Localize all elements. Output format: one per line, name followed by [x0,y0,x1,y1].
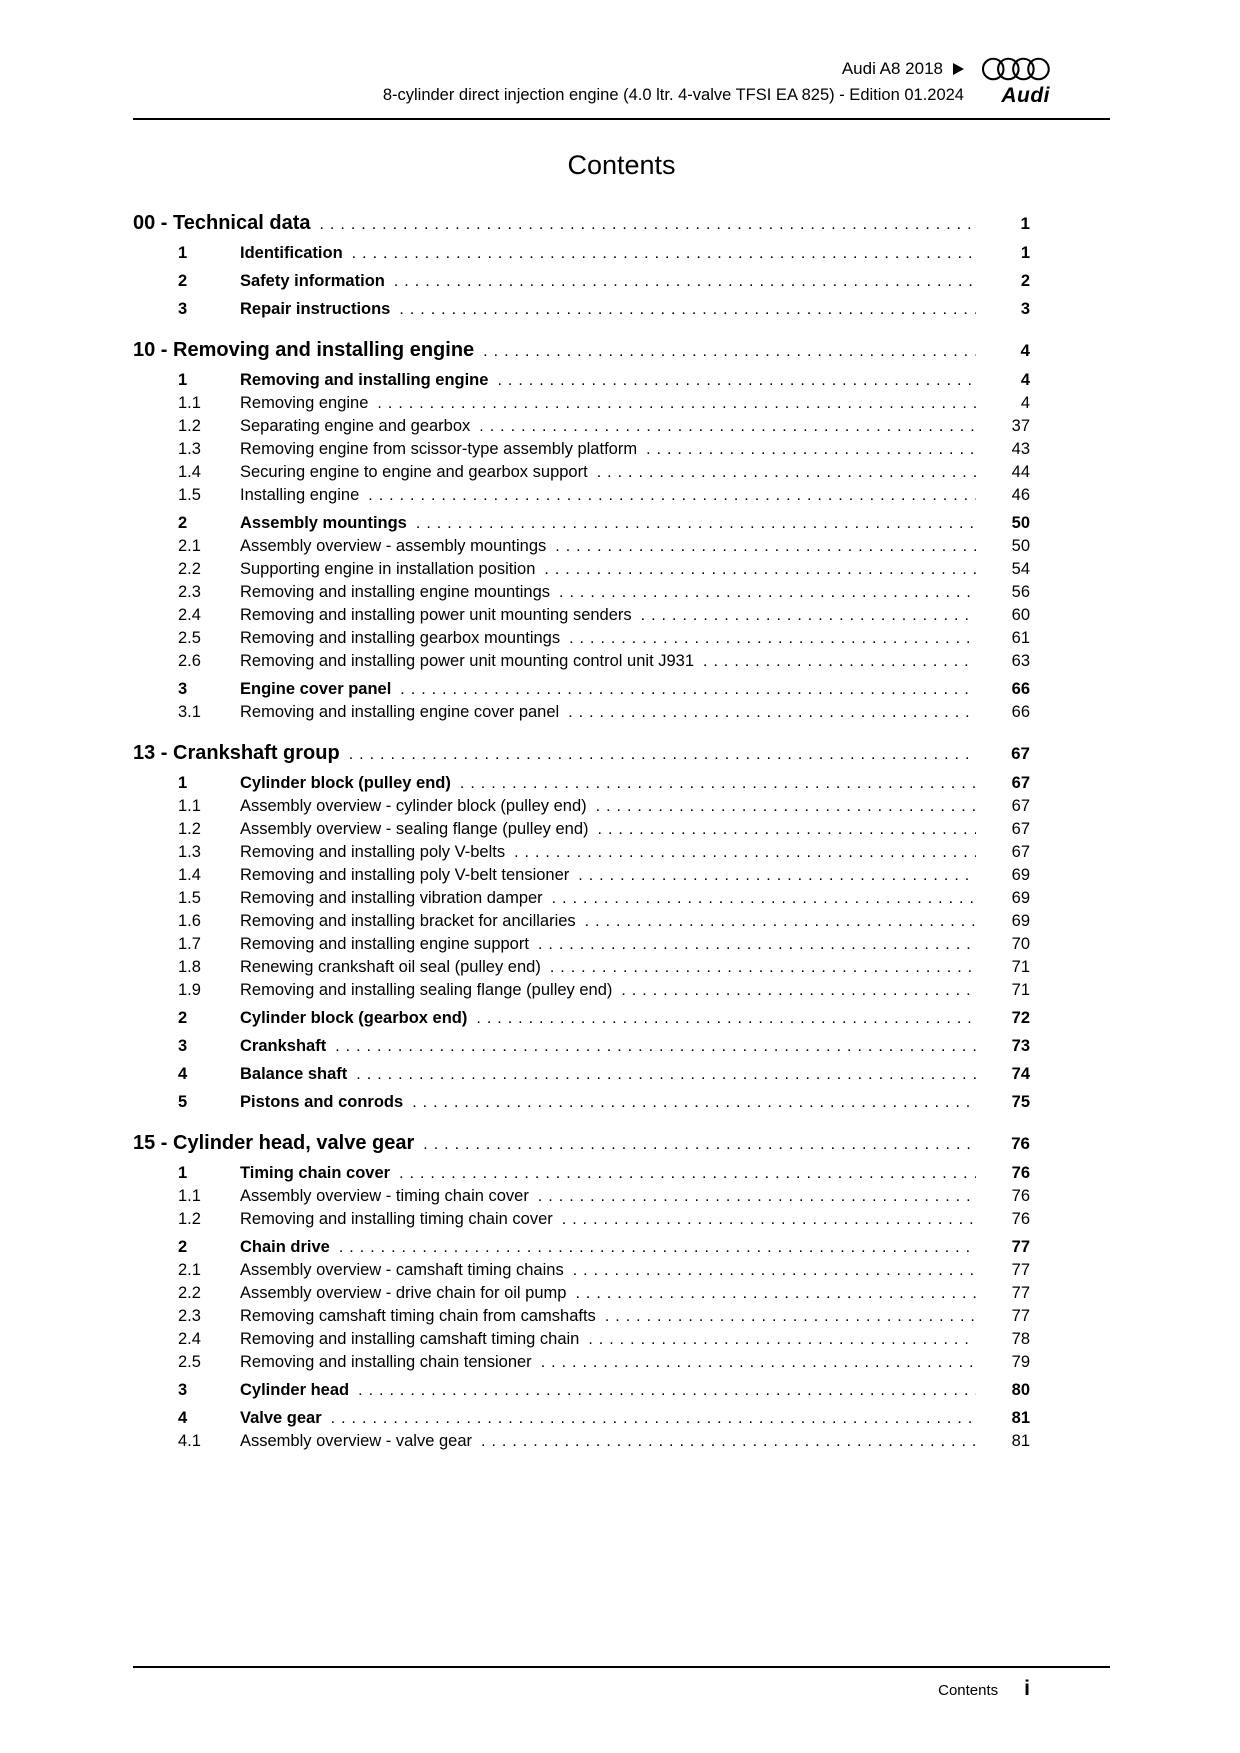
entry-label: Renewing crankshaft oil seal (pulley end) [240,958,541,976]
toc-entry [133,841,1030,864]
toc-entry [133,512,1030,535]
toc-entry [133,956,1030,979]
entry-page: 50 [1011,537,1030,555]
entry-number: 2.3 [178,1307,201,1325]
toc-entry [133,1430,1030,1453]
chapter-entries [133,242,1030,321]
entry-page: 69 [1011,912,1030,930]
entry-number: 3 [178,1381,188,1399]
entry-page: 77 [1011,1284,1030,1302]
entry-number: 1.7 [178,935,201,953]
entry-page: 67 [1011,820,1030,838]
entry-page: 76 [1011,1210,1030,1228]
entry-page: 67 [1011,774,1030,792]
entry-label: Cylinder block (pulley end) [240,774,451,792]
entry-page: 1 [1020,244,1030,262]
entry-page: 69 [1011,866,1030,884]
dot-leader [568,701,976,724]
entry-number: 2.1 [178,537,201,555]
entry-label: Removing and installing vibration damper [240,889,543,907]
toc-entry [133,1236,1030,1259]
toc-entry [133,795,1030,818]
dot-leader [399,1162,976,1185]
toc-entry [133,1208,1030,1231]
entry-label: Removing and installing engine support [240,935,529,953]
toc-entry [133,933,1030,956]
entry-page: 81 [1011,1432,1030,1450]
entry-page: 44 [1011,463,1030,481]
audi-rings-logo [980,57,1050,81]
entry-label: Removing and installing poly V-belts [240,843,506,861]
entry-number: 4 [178,1065,188,1083]
dot-leader [377,392,976,415]
toc-entry [133,1091,1030,1114]
footer-page-number: i [1024,1677,1030,1700]
dot-leader [514,841,976,864]
entry-page: 78 [1011,1330,1030,1348]
entry-label: Timing chain cover [240,1164,391,1182]
dot-leader [538,933,976,956]
entry-label: Safety information [240,272,385,290]
entry-label: Assembly mountings [240,514,407,532]
entry-label: Pistons and conrods [240,1093,404,1111]
toc-entry [133,415,1030,438]
entry-number: 1 [178,1164,188,1182]
dot-leader [358,1379,976,1402]
entry-label: Cylinder block (gearbox end) [240,1009,468,1027]
entry-page: 46 [1011,486,1030,504]
toc-entry [133,979,1030,1002]
entry-number: 2.5 [178,1353,201,1371]
entry-label: Identification [240,244,343,262]
entry-page: 67 [1011,843,1030,861]
toc-entry [133,887,1030,910]
dot-leader [598,818,977,841]
entry-number: 2 [178,272,188,290]
entry-label: Removing and installing engine cover panel [240,703,560,721]
entry-label: Assembly overview - timing chain cover [240,1187,529,1205]
arrow-right-icon [953,63,964,75]
entry-number: 2.4 [178,1330,201,1348]
entry-page: 74 [1011,1065,1030,1083]
toc-entry [133,242,1030,265]
dot-leader [585,910,976,933]
dot-leader [562,1208,976,1231]
footer-row [133,1677,1110,1701]
dot-leader [497,369,976,392]
entry-label: Removing and installing timing chain cover [240,1210,553,1228]
entry-page: 54 [1011,560,1030,578]
entry-page: 77 [1011,1261,1030,1279]
entry-number: 1.2 [178,1210,201,1228]
dot-leader [555,535,976,558]
entry-label: Crankshaft [240,1037,327,1055]
entry-page: 70 [1011,935,1030,953]
dot-leader [331,1407,976,1430]
toc-entry [133,392,1030,415]
dot-leader [481,1430,976,1453]
chapter-entries [133,772,1030,1114]
entry-label: Removing camshaft timing chain from camshafts [240,1307,596,1325]
toc-entry [133,864,1030,887]
entry-label: Separating engine and gearbox [240,417,471,435]
entry-number: 1.6 [178,912,201,930]
dot-leader [319,211,976,237]
toc-entry [133,650,1030,673]
dot-leader [569,627,976,650]
entry-label: Securing engine to engine and gearbox support [240,463,588,481]
entry-number: 3.1 [178,703,201,721]
toc-entry [133,818,1030,841]
entry-page: 81 [1011,1409,1030,1427]
entry-page: 77 [1011,1238,1030,1256]
dot-leader [352,242,976,265]
entry-label: Installing engine [240,486,360,504]
entry-page: 66 [1011,703,1030,721]
entry-page: 75 [1011,1093,1030,1111]
header-subtitle: 8-cylinder direct injection engine (4.0 ltr. 4-valve TFSI EA 825) - Edition 01.2024 [382,86,964,104]
entry-page: 71 [1011,958,1030,976]
entry-label: Removing and installing bracket for ancillaries [240,912,576,930]
audi-wordmark: Audi [1001,83,1050,107]
toc-entry [133,1007,1030,1030]
header-model-line [383,56,964,81]
chapter-heading [133,1131,1030,1157]
toc-entry [133,438,1030,461]
toc-entry [133,772,1030,795]
dot-leader [394,270,976,293]
toc-entry [133,678,1030,701]
entry-number: 1.4 [178,463,201,481]
dot-leader [423,1131,976,1157]
entry-page: 72 [1011,1009,1030,1027]
entry-number: 1.2 [178,820,201,838]
dot-leader [552,887,976,910]
dot-leader [412,1091,976,1114]
entry-label: Supporting engine in installation position [240,560,536,578]
chapter-label: 10 - Removing and installing engine [133,339,475,361]
entry-number: 3 [178,1037,188,1055]
entry-label: Removing and installing sealing flange (pulley end) [240,981,613,999]
dot-leader [605,1305,976,1328]
toc-entry [133,1351,1030,1374]
entry-page: 56 [1011,583,1030,601]
entry-number: 1.5 [178,486,201,504]
entry-label: Removing and installing power unit mounting control unit J931 [240,652,695,670]
entry-label: Assembly overview - cylinder block (pulley end) [240,797,587,815]
chapter-entries [133,369,1030,724]
header-rule [133,118,1110,120]
entry-number: 1 [178,774,188,792]
dot-leader [339,1236,976,1259]
entry-number: 2 [178,1009,188,1027]
toc-entry [133,484,1030,507]
entry-label: Assembly overview - drive chain for oil pump [240,1284,567,1302]
dot-leader [578,864,976,887]
entry-page: 73 [1011,1037,1030,1055]
entry-label: Removing and installing chain tensioner [240,1353,532,1371]
entry-label: Removing and installing power unit mounting senders [240,606,632,624]
entry-label: Assembly overview - sealing flange (pulley end) [240,820,589,838]
entry-number: 3 [178,300,188,318]
chapter-group [133,338,1030,724]
entry-label: Removing engine [240,394,369,412]
chapter-heading [133,211,1030,237]
entry-number: 1.3 [178,440,201,458]
page-header [133,56,1110,120]
toc-entry [133,1063,1030,1086]
toc-entry [133,1328,1030,1351]
dot-leader [621,979,976,1002]
entry-number: 1.1 [178,1187,201,1205]
entry-label: Removing and installing camshaft timing chain [240,1330,580,1348]
toc-entry [133,1407,1030,1430]
toc-entry [133,701,1030,724]
dot-leader [368,484,976,507]
toc-entry [133,558,1030,581]
toc-entry [133,535,1030,558]
page-title: Contents [567,150,676,180]
entry-number: 4.1 [178,1432,201,1450]
entry-number: 1.8 [178,958,201,976]
toc-entry [133,461,1030,484]
entry-label: Removing and installing gearbox mountings [240,629,561,647]
entry-label: Repair instructions [240,300,391,318]
entry-label: Balance shaft [240,1065,348,1083]
chapter-heading [133,741,1030,767]
entry-page: 60 [1011,606,1030,624]
entry-number: 2.1 [178,1261,201,1279]
dot-leader [646,438,976,461]
entry-number: 1.5 [178,889,201,907]
toc-entry [133,910,1030,933]
dot-leader [476,1007,976,1030]
entry-label: Engine cover panel [240,680,392,698]
entry-page: 63 [1011,652,1030,670]
entry-number: 2 [178,1238,188,1256]
dot-leader [399,298,976,321]
entry-page: 4 [1020,371,1030,389]
chapter-page: 1 [1020,214,1030,233]
entry-number: 5 [178,1093,188,1111]
toc-entry [133,1035,1030,1058]
dot-leader [356,1063,976,1086]
entry-number: 1.1 [178,394,201,412]
dot-leader [400,678,976,701]
toc-entry [133,604,1030,627]
toc-entry [133,581,1030,604]
entry-label: Cylinder head [240,1381,350,1399]
entry-number: 2.2 [178,560,201,578]
dot-leader [541,1351,976,1374]
entry-number: 4 [178,1409,188,1427]
dot-leader [550,956,976,979]
entry-label: Assembly overview - camshaft timing chains [240,1261,564,1279]
chapter-heading [133,338,1030,364]
toc-entry [133,1305,1030,1328]
entry-label: Valve gear [240,1409,322,1427]
dot-leader [588,1328,976,1351]
dot-leader [573,1259,976,1282]
entry-number: 2.5 [178,629,201,647]
toc-entry [133,1162,1030,1185]
entry-label: Assembly overview - assembly mountings [240,537,547,555]
dot-leader [335,1035,976,1058]
entry-page: 3 [1020,300,1030,318]
toc-entry [133,1185,1030,1208]
entry-page: 43 [1011,440,1030,458]
chapter-page: 67 [1011,744,1030,763]
toc [133,211,1110,1453]
entry-page: 80 [1011,1381,1030,1399]
chapter-page: 4 [1020,341,1030,360]
toc-entry [133,270,1030,293]
entry-page: 76 [1011,1187,1030,1205]
footer-section-label: Contents [938,1682,999,1699]
entry-number: 1.1 [178,797,201,815]
entry-label: Removing engine from scissor-type assembly platform [240,440,638,458]
footer-rule [133,1666,1110,1668]
entry-page: 77 [1011,1307,1030,1325]
page-footer [133,1666,1110,1701]
entry-page: 69 [1011,889,1030,907]
dot-leader [479,415,976,438]
entry-label: Chain drive [240,1238,330,1256]
chapter-group [133,1131,1030,1453]
entry-number: 1 [178,244,188,262]
dot-leader [460,772,976,795]
entry-page: 4 [1020,394,1030,412]
toc-entry [133,369,1030,392]
chapter-label: 15 - Cylinder head, valve gear [133,1132,415,1154]
entry-page: 67 [1011,797,1030,815]
header-right-block [133,56,1110,108]
dot-leader [641,604,976,627]
chapter-page: 76 [1011,1134,1030,1153]
toc-entry [133,298,1030,321]
entry-number: 2.3 [178,583,201,601]
entry-page: 71 [1011,981,1030,999]
toc-entry [133,627,1030,650]
entry-label: Removing and installing engine mountings [240,583,551,601]
toc-entry [133,1282,1030,1305]
toc-entry [133,1379,1030,1402]
audi-rings-icon [982,57,1050,81]
dot-leader [483,338,976,364]
entry-number: 2.2 [178,1284,201,1302]
entry-number: 2.6 [178,652,201,670]
entry-page: 79 [1011,1353,1030,1371]
chapter-label: 00 - Technical data [133,212,311,234]
entry-label: Removing and installing poly V-belt tensioner [240,866,570,884]
entry-page: 66 [1011,680,1030,698]
entry-page: 76 [1011,1164,1030,1182]
entry-number: 2.4 [178,606,201,624]
chapter-group [133,741,1030,1114]
dot-leader [596,795,976,818]
entry-label: Assembly overview - valve gear [240,1432,472,1450]
chapter-label: 13 - Crankshaft group [133,742,340,764]
dot-leader [538,1185,976,1208]
entry-page: 61 [1011,629,1030,647]
dot-leader [349,741,976,767]
entry-number: 1 [178,371,188,389]
entry-number: 1.3 [178,843,201,861]
entry-page: 50 [1011,514,1030,532]
chapter-entries [133,1162,1030,1453]
dot-leader [575,1282,976,1305]
entry-label: Removing and installing engine [240,371,489,389]
chapter-group [133,211,1030,321]
dot-leader [597,461,976,484]
dot-leader [416,512,976,535]
header-model-text: Audi A8 2018 [841,59,943,78]
dot-leader [544,558,976,581]
toc-entry [133,1259,1030,1282]
entry-page: 37 [1011,417,1030,435]
entry-number: 1.2 [178,417,201,435]
entry-number: 1.4 [178,866,201,884]
entry-number: 1.9 [178,981,201,999]
entry-page: 2 [1020,272,1030,290]
entry-number: 3 [178,680,188,698]
dot-leader [703,650,976,673]
dot-leader [559,581,976,604]
entry-number: 2 [178,514,188,532]
